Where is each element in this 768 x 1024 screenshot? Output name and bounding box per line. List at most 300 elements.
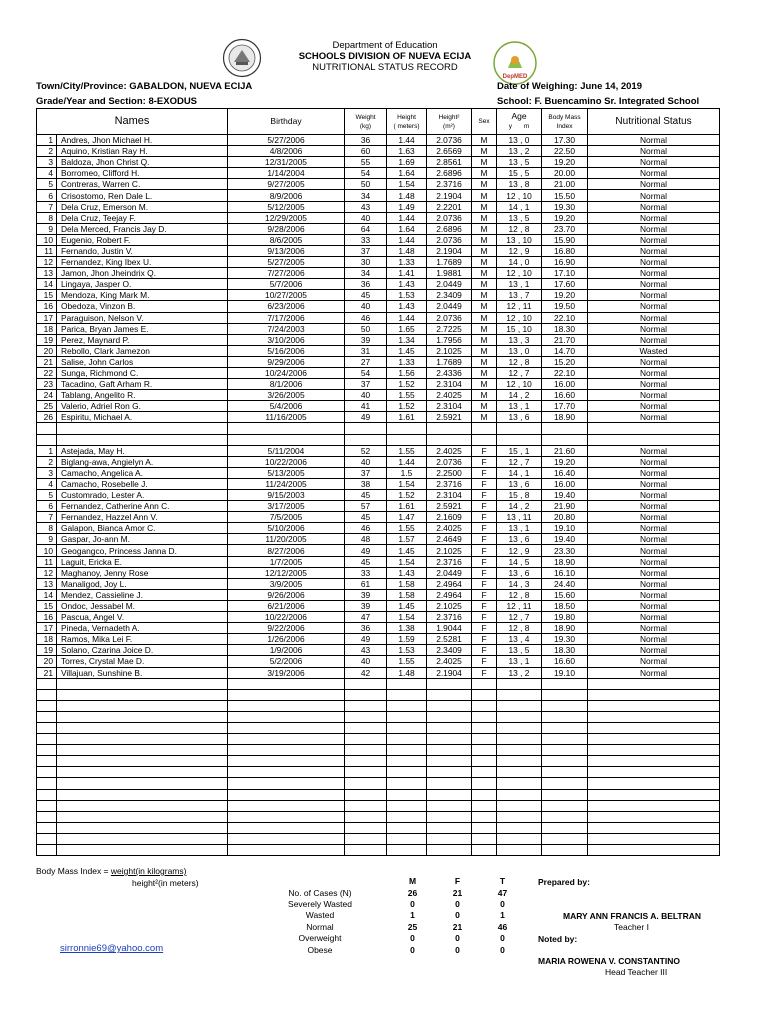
cell-status: Normal <box>588 290 720 301</box>
cell-height2: 2.1609 <box>427 512 472 523</box>
cell-name: Villajuan, Sunshine B. <box>57 667 228 678</box>
cell-height2: 2.0736 <box>427 212 472 223</box>
cell-name: Aquino, Kristian Ray H. <box>57 146 228 157</box>
cell-birthday: 1/9/2006 <box>228 645 345 656</box>
cell-status: Normal <box>588 190 720 201</box>
cell-name: Parica, Bryan James E. <box>57 323 228 334</box>
cell-height2: 2.4649 <box>427 534 472 545</box>
table-row <box>37 168 720 179</box>
empty-cell <box>345 800 387 811</box>
empty-cell <box>427 800 472 811</box>
cell-birthday: 4/8/2006 <box>228 146 345 157</box>
empty-cell <box>542 423 588 434</box>
summary-header-row <box>250 876 525 887</box>
empty-cell <box>588 722 720 733</box>
nutrition-table <box>36 108 720 856</box>
cell-no: 3 <box>37 157 57 168</box>
cell-age: 15 , 10 <box>497 323 542 334</box>
cell-birthday: 5/10/2006 <box>228 523 345 534</box>
cell-birthday: 12/12/2005 <box>228 567 345 578</box>
cell-no: 21 <box>37 356 57 367</box>
empty-cell <box>345 434 387 445</box>
empty-cell <box>57 734 228 745</box>
table-row <box>37 811 720 822</box>
empty-cell <box>497 778 542 789</box>
table-row <box>37 567 720 578</box>
table-row <box>37 689 720 700</box>
cell-height: 1.57 <box>387 534 427 545</box>
cell-age: 13 , 2 <box>497 667 542 678</box>
summary-m: 1 <box>410 910 415 921</box>
cell-no: 17 <box>37 623 57 634</box>
cell-sex: F <box>472 445 497 456</box>
cell-name: Tablang, Angelito R. <box>57 390 228 401</box>
empty-cell <box>427 811 472 822</box>
cell-sex: M <box>472 179 497 190</box>
cell-age: 13 , 6 <box>497 478 542 489</box>
cell-status: Normal <box>588 367 720 378</box>
cell-bmi: 16.10 <box>542 567 588 578</box>
cell-weight: 45 <box>345 556 387 567</box>
empty-cell <box>37 678 57 689</box>
summary-m: 0 <box>410 898 415 909</box>
cell-no: 4 <box>37 168 57 179</box>
empty-cell <box>472 689 497 700</box>
cell-no: 13 <box>37 578 57 589</box>
cell-name: Fernandez, Hazzel Ann V. <box>57 512 228 523</box>
cell-age: 13 , 6 <box>497 567 542 578</box>
cell-height: 1.34 <box>387 334 427 345</box>
cell-birthday: 5/2/2006 <box>228 656 345 667</box>
cell-no: 16 <box>37 301 57 312</box>
cell-height: 1.54 <box>387 478 427 489</box>
cell-status: Normal <box>588 490 720 501</box>
summary-label: Normal <box>306 921 334 932</box>
cell-height2: 2.6896 <box>427 168 472 179</box>
cell-status: Normal <box>588 356 720 367</box>
empty-cell <box>588 778 720 789</box>
cell-no: 20 <box>37 345 57 356</box>
cell-weight: 45 <box>345 512 387 523</box>
empty-cell <box>588 789 720 800</box>
cell-bmi: 21.60 <box>542 445 588 456</box>
cell-sex: M <box>472 223 497 234</box>
summary-t: 0 <box>500 944 505 955</box>
cell-height2: 2.2500 <box>427 467 472 478</box>
cell-birthday: 7/5/2005 <box>228 512 345 523</box>
cell-status: Normal <box>588 168 720 179</box>
cell-weight: 39 <box>345 589 387 600</box>
summary-label: Wasted <box>305 910 335 921</box>
cell-height2: 2.3716 <box>427 179 472 190</box>
cell-sex: F <box>472 600 497 611</box>
empty-cell <box>542 789 588 800</box>
cell-name: Borromeo, Clifford H. <box>57 168 228 179</box>
cell-status: Normal <box>588 456 720 467</box>
cell-status: Normal <box>588 146 720 157</box>
cell-bmi: 19.80 <box>542 612 588 623</box>
cell-weight: 41 <box>345 401 387 412</box>
cell-weight: 43 <box>345 645 387 656</box>
cell-birthday: 8/6/2005 <box>228 234 345 245</box>
header-line-1: Department of Education <box>332 40 438 51</box>
cell-sex: M <box>472 234 497 245</box>
cell-height2: 2.4025 <box>427 656 472 667</box>
cell-age: 13 , 2 <box>497 146 542 157</box>
cell-name: Dela Cruz, Emerson M. <box>57 201 228 212</box>
empty-cell <box>497 423 542 434</box>
cell-height2: 2.2201 <box>427 201 472 212</box>
cell-name: Mendoza, King Mark M. <box>57 290 228 301</box>
table-header-row <box>37 109 720 135</box>
cell-birthday: 8/27/2006 <box>228 545 345 556</box>
date-label: Date of Weighing: June 14, 2019 <box>497 81 643 92</box>
cell-height: 1.44 <box>387 212 427 223</box>
cell-height: 1.43 <box>387 279 427 290</box>
empty-cell <box>497 745 542 756</box>
cell-weight: 40 <box>345 456 387 467</box>
table-row <box>37 367 720 378</box>
cell-no: 1 <box>37 445 57 456</box>
cell-no: 17 <box>37 312 57 323</box>
cell-birthday: 5/27/2005 <box>228 257 345 268</box>
table-row <box>37 656 720 667</box>
empty-cell <box>387 778 427 789</box>
summary-row <box>250 933 525 944</box>
cell-age: 13 , 1 <box>497 401 542 412</box>
cell-weight: 36 <box>345 623 387 634</box>
empty-cell <box>497 756 542 767</box>
empty-cell <box>542 711 588 722</box>
cell-sex: M <box>472 312 497 323</box>
cell-age: 14 , 0 <box>497 257 542 268</box>
cell-sex: M <box>472 190 497 201</box>
empty-cell <box>228 756 345 767</box>
empty-cell <box>472 734 497 745</box>
cell-weight: 40 <box>345 390 387 401</box>
cell-age: 13 , 10 <box>497 234 542 245</box>
empty-cell <box>542 845 588 856</box>
summary-f: 21 <box>452 921 463 932</box>
cell-status: Normal <box>588 534 720 545</box>
document-header <box>250 40 520 73</box>
cell-age: 13 , 3 <box>497 334 542 345</box>
cell-age: 13 , 6 <box>497 412 542 423</box>
cell-name: Espiritu, Michael A. <box>57 412 228 423</box>
cell-name: Mendez, Cassieline J. <box>57 589 228 600</box>
empty-cell <box>57 711 228 722</box>
empty-cell <box>472 811 497 822</box>
cell-age: 12 , 9 <box>497 245 542 256</box>
empty-cell <box>387 689 427 700</box>
cell-bmi: 16.00 <box>542 478 588 489</box>
cell-name: Galapon, Bianca Amor C. <box>57 523 228 534</box>
table-row <box>37 478 720 489</box>
empty-cell <box>542 722 588 733</box>
cell-bmi: 18.30 <box>542 645 588 656</box>
summary-header-t: T <box>499 876 506 887</box>
cell-weight: 42 <box>345 667 387 678</box>
cell-name: Maghanoy, Jenny Rose <box>57 567 228 578</box>
cell-bmi: 24.40 <box>542 578 588 589</box>
table-row <box>37 734 720 745</box>
cell-bmi: 16.60 <box>542 390 588 401</box>
empty-cell <box>472 434 497 445</box>
table-row <box>37 423 720 434</box>
cell-name: Camacho, Rosebelle J. <box>57 478 228 489</box>
empty-cell <box>427 789 472 800</box>
summary-t: 0 <box>500 933 505 944</box>
summary-table <box>250 876 525 956</box>
cell-height2: 2.1025 <box>427 545 472 556</box>
empty-cell <box>37 789 57 800</box>
cell-weight: 37 <box>345 379 387 390</box>
table-row <box>37 345 720 356</box>
cell-birthday: 7/17/2006 <box>228 312 345 323</box>
table-row <box>37 623 720 634</box>
cell-name: Laguit, Ericka E. <box>57 556 228 567</box>
cell-age: 12 , 10 <box>497 190 542 201</box>
empty-cell <box>472 767 497 778</box>
cell-name: Perez, Maynard P. <box>57 334 228 345</box>
empty-cell <box>427 434 472 445</box>
table-row <box>37 190 720 201</box>
empty-cell <box>588 822 720 833</box>
table-row <box>37 778 720 789</box>
empty-cell <box>427 745 472 756</box>
cell-birthday: 1/7/2005 <box>228 556 345 567</box>
cell-age: 12 , 10 <box>497 379 542 390</box>
cell-status: Normal <box>588 467 720 478</box>
cell-sex: M <box>472 257 497 268</box>
empty-cell <box>497 434 542 445</box>
empty-cell <box>37 722 57 733</box>
cell-height2: 1.7956 <box>427 334 472 345</box>
table-row <box>37 146 720 157</box>
cell-weight: 27 <box>345 356 387 367</box>
cell-name: Fernando, Justin V. <box>57 245 228 256</box>
cell-weight: 54 <box>345 367 387 378</box>
height-squared-header: Height² (m²) <box>427 109 472 135</box>
empty-cell <box>588 756 720 767</box>
empty-cell <box>588 711 720 722</box>
cell-bmi: 19.10 <box>542 667 588 678</box>
table-row <box>37 290 720 301</box>
empty-cell <box>57 689 228 700</box>
cell-no: 11 <box>37 556 57 567</box>
cell-no: 19 <box>37 334 57 345</box>
cell-height: 1.45 <box>387 600 427 611</box>
empty-cell <box>345 711 387 722</box>
cell-birthday: 5/27/2006 <box>228 135 345 146</box>
table-row <box>37 545 720 556</box>
cell-status: Normal <box>588 201 720 212</box>
cell-weight: 40 <box>345 656 387 667</box>
summary-row <box>250 887 525 898</box>
empty-cell <box>472 822 497 833</box>
empty-cell <box>228 711 345 722</box>
empty-cell <box>497 722 542 733</box>
cell-sex: F <box>472 612 497 623</box>
prepared-by-label: Prepared by: <box>538 877 590 887</box>
empty-cell <box>37 822 57 833</box>
cell-height2: 2.0736 <box>427 456 472 467</box>
cell-height2: 2.0449 <box>427 567 472 578</box>
empty-cell <box>427 778 472 789</box>
cell-height: 1.58 <box>387 578 427 589</box>
empty-cell <box>345 734 387 745</box>
cell-height: 1.38 <box>387 623 427 634</box>
cell-age: 13 , 1 <box>497 523 542 534</box>
empty-cell <box>387 811 427 822</box>
cell-height: 1.53 <box>387 290 427 301</box>
summary-label: Obese <box>307 944 333 955</box>
cell-bmi: 19.20 <box>542 456 588 467</box>
cell-age: 13 , 5 <box>497 212 542 223</box>
empty-cell <box>542 811 588 822</box>
empty-cell <box>228 778 345 789</box>
empty-cell <box>37 845 57 856</box>
cell-age: 12 , 11 <box>497 301 542 312</box>
cell-age: 13 , 1 <box>497 656 542 667</box>
cell-age: 14 , 3 <box>497 578 542 589</box>
table-row <box>37 234 720 245</box>
empty-cell <box>228 423 345 434</box>
table-row <box>37 301 720 312</box>
cell-height2: 2.0449 <box>427 301 472 312</box>
cell-height: 1.52 <box>387 401 427 412</box>
empty-cell <box>37 700 57 711</box>
empty-cell <box>542 756 588 767</box>
preparer-name: MARY ANN FRANCIS A. BELTRAN <box>563 911 702 921</box>
empty-cell <box>345 700 387 711</box>
cell-weight: 46 <box>345 312 387 323</box>
cell-status: Normal <box>588 556 720 567</box>
cell-sex: F <box>472 589 497 600</box>
cell-height: 1.33 <box>387 356 427 367</box>
empty-cell <box>57 789 228 800</box>
table-row <box>37 201 720 212</box>
cell-age: 14 , 2 <box>497 390 542 401</box>
cell-age: 14 , 1 <box>497 467 542 478</box>
empty-cell <box>37 800 57 811</box>
cell-no: 19 <box>37 645 57 656</box>
empty-cell <box>497 767 542 778</box>
cell-sex: F <box>472 512 497 523</box>
cell-status: Normal <box>588 179 720 190</box>
cell-age: 14 , 1 <box>497 201 542 212</box>
cell-height2: 2.5921 <box>427 501 472 512</box>
table-row <box>37 212 720 223</box>
cell-height2: 2.5921 <box>427 412 472 423</box>
cell-weight: 39 <box>345 334 387 345</box>
cell-sex: F <box>472 545 497 556</box>
cell-sex: F <box>472 556 497 567</box>
cell-weight: 45 <box>345 290 387 301</box>
table-row <box>37 356 720 367</box>
cell-sex: M <box>472 201 497 212</box>
summary-f: 0 <box>455 933 460 944</box>
cell-bmi: 19.20 <box>542 212 588 223</box>
email-link[interactable]: sirronnie69@yahoo.com <box>60 943 164 954</box>
preparer-title: Teacher I <box>614 922 649 932</box>
cell-status: Normal <box>588 279 720 290</box>
cell-height2: 2.0736 <box>427 234 472 245</box>
empty-cell <box>345 722 387 733</box>
cell-height: 1.48 <box>387 245 427 256</box>
cell-sex: M <box>472 334 497 345</box>
table-row <box>37 490 720 501</box>
cell-bmi: 14.70 <box>542 345 588 356</box>
cell-birthday: 9/29/2006 <box>228 356 345 367</box>
cell-birthday: 10/22/2006 <box>228 612 345 623</box>
empty-cell <box>497 678 542 689</box>
empty-cell <box>497 822 542 833</box>
header-line-3: NUTRITIONAL STATUS RECORD <box>312 62 458 73</box>
cell-height: 1.55 <box>387 656 427 667</box>
cell-height: 1.55 <box>387 390 427 401</box>
cell-height: 1.43 <box>387 567 427 578</box>
cell-height: 1.54 <box>387 556 427 567</box>
empty-cell <box>427 767 472 778</box>
cell-age: 15 , 1 <box>497 445 542 456</box>
empty-cell <box>542 833 588 844</box>
cell-age: 14 , 2 <box>497 501 542 512</box>
empty-cell <box>542 434 588 445</box>
empty-cell <box>497 833 542 844</box>
cell-height: 1.43 <box>387 301 427 312</box>
cell-weight: 38 <box>345 478 387 489</box>
cell-height2: 2.6569 <box>427 146 472 157</box>
cell-height: 1.65 <box>387 323 427 334</box>
cell-height2: 2.1904 <box>427 245 472 256</box>
empty-cell <box>345 822 387 833</box>
cell-status: Normal <box>588 600 720 611</box>
sex-header: Sex <box>472 109 497 135</box>
cell-status: Normal <box>588 412 720 423</box>
cell-height2: 2.0449 <box>427 279 472 290</box>
cell-height: 1.64 <box>387 223 427 234</box>
empty-cell <box>387 822 427 833</box>
cell-sex: F <box>472 467 497 478</box>
cell-status: Normal <box>588 612 720 623</box>
cell-birthday: 3/19/2006 <box>228 667 345 678</box>
cell-birthday: 9/27/2005 <box>228 179 345 190</box>
empty-cell <box>542 700 588 711</box>
empty-cell <box>472 745 497 756</box>
cell-age: 13 , 8 <box>497 179 542 190</box>
cell-no: 14 <box>37 589 57 600</box>
empty-cell <box>228 845 345 856</box>
cell-bmi: 15.50 <box>542 190 588 201</box>
cell-height: 1.52 <box>387 379 427 390</box>
cell-weight: 33 <box>345 567 387 578</box>
table-row <box>37 223 720 234</box>
cell-age: 13 , 6 <box>497 534 542 545</box>
cell-status: Normal <box>588 645 720 656</box>
empty-cell <box>427 845 472 856</box>
empty-cell <box>588 767 720 778</box>
empty-cell <box>497 700 542 711</box>
summary-f: 0 <box>455 944 460 955</box>
table-row <box>37 445 720 456</box>
empty-cell <box>588 734 720 745</box>
cell-age: 12 , 10 <box>497 312 542 323</box>
cell-name: Sunga, Richmond C. <box>57 367 228 378</box>
cell-bmi: 18.90 <box>542 412 588 423</box>
table-row <box>37 312 720 323</box>
cell-birthday: 9/22/2006 <box>228 623 345 634</box>
